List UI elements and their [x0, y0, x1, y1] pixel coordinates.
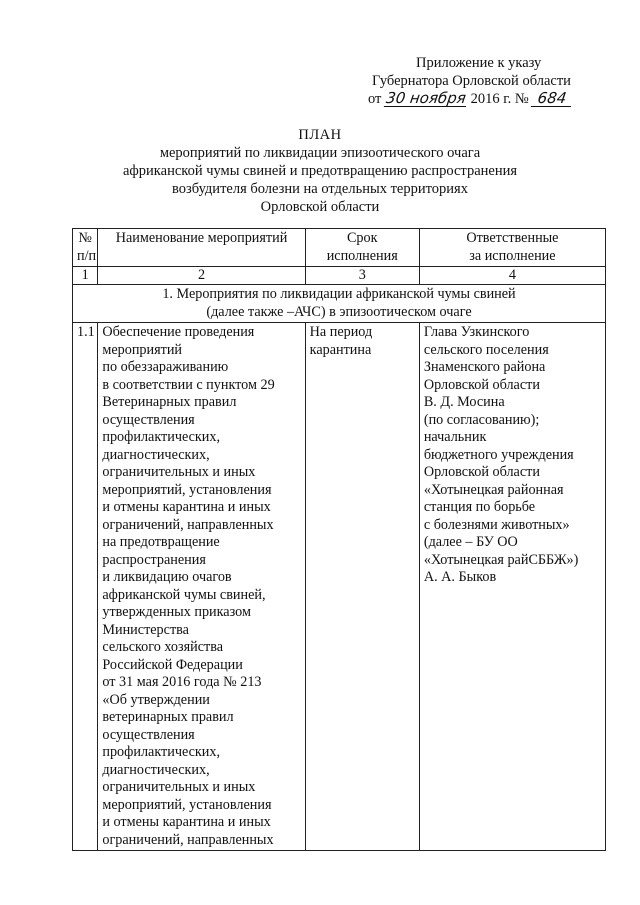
activity-text-line: и отмены карантина и иных: [102, 814, 271, 830]
activity-text-line: от 31 мая 2016 года № 213: [102, 674, 262, 690]
row-activity-name: [98, 323, 305, 851]
column-number: 4: [419, 267, 605, 285]
annex-line-1: Приложение к указу: [416, 55, 542, 71]
column-number: 3: [305, 267, 419, 285]
activity-text-line: ограничительных и иных: [102, 464, 256, 480]
term-text-line: На период: [309, 324, 373, 340]
header-num: № п/п: [73, 229, 98, 267]
responsible-text-line: сельского поселения: [423, 341, 549, 358]
year-number-label: 2016 г. №: [470, 91, 529, 107]
activity-text-line: африканской чумы свиней,: [102, 586, 266, 603]
activity-text-line: профилактических,: [102, 429, 221, 445]
section-title: 1. Мероприятия по ликвидации африканской чумы свиней (далее также –АЧС) в эпизоотическом очаге: [73, 285, 606, 323]
annex-header: [368, 54, 608, 108]
responsible-text-line: Глава Узкинского: [423, 324, 530, 340]
row-term: [305, 323, 419, 851]
handwritten-number: 684: [531, 90, 573, 107]
responsible-text-line: станция по борьбе: [423, 499, 536, 515]
activity-text-line: Российской Федерации: [102, 656, 243, 673]
activity-text-line: распространения: [102, 551, 206, 568]
responsible-text-line: (далее – БУ ОО: [423, 534, 518, 550]
activity-text-line: по обеззараживанию: [102, 359, 229, 375]
annex-line-2: Губернатора Орловской области: [372, 73, 571, 89]
header-responsible: Ответственные за исполнение: [419, 229, 605, 267]
responsible-text-line: «Хотынецкая районная: [423, 481, 564, 498]
annex-date-line: [368, 90, 608, 108]
row-responsible: [419, 323, 605, 851]
activity-text-line: профилактических,: [102, 744, 221, 760]
activity-text-line: Министерства: [102, 621, 189, 638]
responsible-text-line: Орловской области: [423, 464, 540, 480]
activity-text-line: утвержденных приказом: [102, 604, 251, 620]
responsible-text-line: Орловской области: [423, 376, 540, 393]
activity-text-line: мероприятий, установления: [102, 796, 272, 813]
activity-text-line: на предотвращение: [102, 534, 220, 550]
from-label: от: [368, 91, 382, 107]
responsible-text-line: В. Д. Мосина: [423, 394, 505, 410]
activity-text-line: и ликвидацию очагов: [102, 569, 232, 585]
activity-text-line: осуществления: [102, 411, 195, 428]
activity-text-line: Ветеринарных правил: [102, 394, 237, 410]
row-number: 1.1: [73, 323, 98, 851]
title-line: мероприятий по ликвидации эпизоотического очага: [159, 145, 481, 161]
responsible-text-line: с болезнями животных»: [423, 516, 570, 533]
activity-text-line: диагностических,: [102, 761, 210, 778]
activity-text-line: и отмены карантина и иных: [102, 499, 271, 515]
column-number: 2: [98, 267, 305, 285]
activity-text-line: «Об утверждении: [102, 691, 210, 708]
plan-table: [72, 228, 606, 851]
activity-text-line: сельского хозяйства: [102, 639, 224, 655]
section-row: [73, 285, 606, 323]
title-line: Орловской области: [260, 199, 380, 215]
activity-text-line: ограничений, направленных: [102, 516, 274, 533]
activity-text-line: ограничений, направленных: [102, 831, 274, 848]
activity-text-line: диагностических,: [102, 446, 210, 463]
document-title: [70, 126, 570, 216]
handwritten-date: 30 ноября: [384, 89, 468, 107]
activity-text-line: мероприятий: [102, 341, 183, 358]
header-term: Срок исполнения: [305, 229, 419, 267]
header-name: Наименование мероприятий: [98, 229, 305, 267]
activity-text-line: Обеспечение проведения: [102, 324, 255, 340]
title-heading: ПЛАН: [298, 127, 342, 143]
responsible-text-line: Знаменского района: [423, 359, 546, 375]
responsible-text-line: (по согласованию);: [423, 411, 540, 428]
title-line: возбудителя болезни на отдельных территориях: [172, 181, 468, 197]
title-line: африканской чумы свиней и предотвращению распространения: [122, 163, 518, 179]
activity-text-line: мероприятий, установления: [102, 481, 272, 498]
activity-text-line: ограничительных и иных: [102, 779, 256, 795]
responsible-text-line: начальник: [423, 429, 487, 445]
activity-text-line: в соответствии с пунктом 29: [102, 376, 275, 393]
responsible-text-line: бюджетного учреждения: [423, 446, 574, 463]
activity-text-line: ветеринарных правил: [102, 709, 234, 725]
table-row: [73, 323, 606, 851]
column-number: 1: [73, 267, 98, 285]
term-text-line: карантина: [309, 341, 372, 358]
column-numbers-row: [73, 267, 606, 285]
table-header-row: [73, 229, 606, 267]
responsible-text-line: «Хотынецкая райСББЖ»): [423, 551, 579, 568]
responsible-text-line: А. А. Быков: [423, 569, 497, 585]
activity-text-line: осуществления: [102, 726, 195, 743]
